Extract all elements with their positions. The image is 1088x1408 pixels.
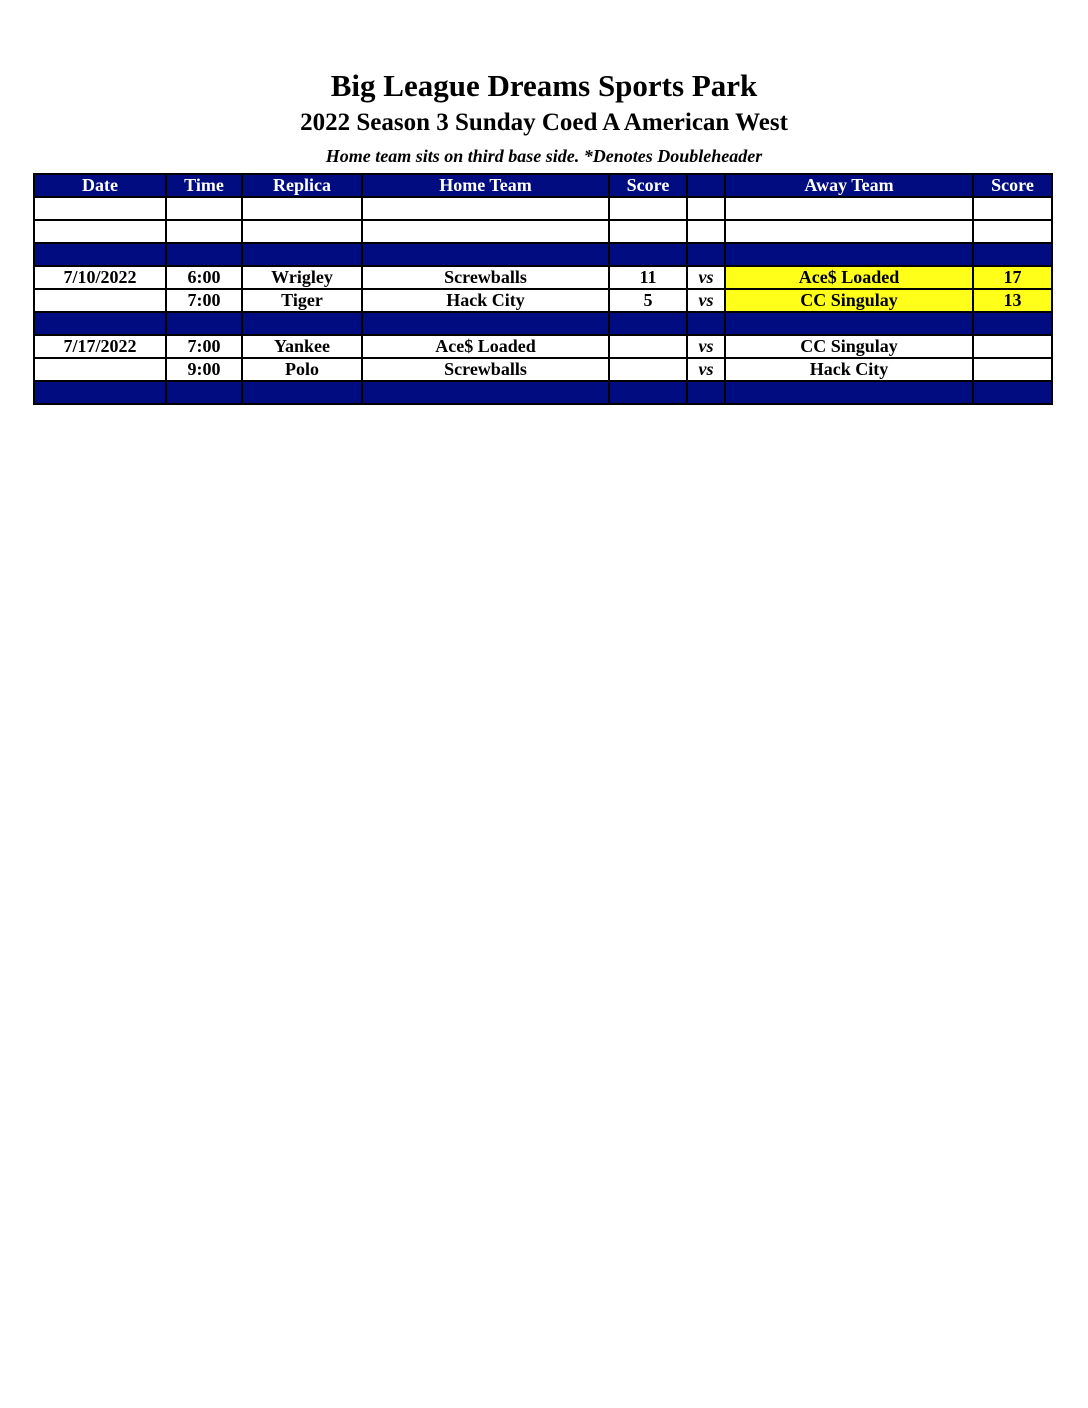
separator-row	[34, 312, 1052, 335]
game-row	[34, 358, 1052, 381]
home-team: Screwballs	[362, 358, 609, 381]
col-header-vs	[687, 174, 725, 197]
game-row	[34, 289, 1052, 312]
game-row	[34, 335, 1052, 358]
vs-label: vs	[687, 358, 725, 381]
separator-row	[34, 381, 1052, 404]
game-date	[34, 289, 166, 312]
away-team: CC Singulay	[725, 335, 973, 358]
game-time: 6:00	[166, 266, 242, 289]
game-row	[34, 266, 1052, 289]
game-replica: Wrigley	[242, 266, 362, 289]
home-score: 5	[609, 289, 687, 312]
game-replica: Polo	[242, 358, 362, 381]
vs-label: vs	[687, 289, 725, 312]
home-team: Ace$ Loaded	[362, 335, 609, 358]
game-replica: Yankee	[242, 335, 362, 358]
col-header-home-team: Home Team	[362, 174, 609, 197]
schedule-note: Home team sits on third base side. *Denotes Doubleheader	[325, 146, 763, 166]
game-time: 9:00	[166, 358, 242, 381]
home-team: Screwballs	[362, 266, 609, 289]
away-team: Ace$ Loaded	[725, 266, 973, 289]
away-score	[973, 358, 1052, 381]
away-team: Hack City	[725, 358, 973, 381]
vs-label: vs	[687, 266, 725, 289]
home-score: 11	[609, 266, 687, 289]
game-time: 7:00	[166, 289, 242, 312]
empty-row	[34, 220, 1052, 243]
away-team: CC Singulay	[725, 289, 973, 312]
game-replica: Tiger	[242, 289, 362, 312]
schedule-table	[33, 173, 1053, 405]
separator-row	[34, 243, 1052, 266]
page-title: Big League Dreams Sports Park	[330, 68, 758, 103]
header-row	[34, 174, 1052, 197]
home-score	[609, 358, 687, 381]
col-header-home-score: Score	[609, 174, 687, 197]
vs-label: vs	[687, 335, 725, 358]
game-time: 7:00	[166, 335, 242, 358]
page-subtitle: 2022 Season 3 Sunday Coed A American West	[300, 109, 788, 136]
away-score: 13	[973, 289, 1052, 312]
col-header-date: Date	[34, 174, 166, 197]
home-team: Hack City	[362, 289, 609, 312]
col-header-time: Time	[166, 174, 242, 197]
empty-row	[34, 197, 1052, 220]
away-score	[973, 335, 1052, 358]
col-header-away-team: Away Team	[725, 174, 973, 197]
game-date: 7/10/2022	[34, 266, 166, 289]
game-date	[34, 358, 166, 381]
col-header-replica: Replica	[242, 174, 362, 197]
col-header-away-score: Score	[973, 174, 1052, 197]
game-date: 7/17/2022	[34, 335, 166, 358]
away-score: 17	[973, 266, 1052, 289]
home-score	[609, 335, 687, 358]
